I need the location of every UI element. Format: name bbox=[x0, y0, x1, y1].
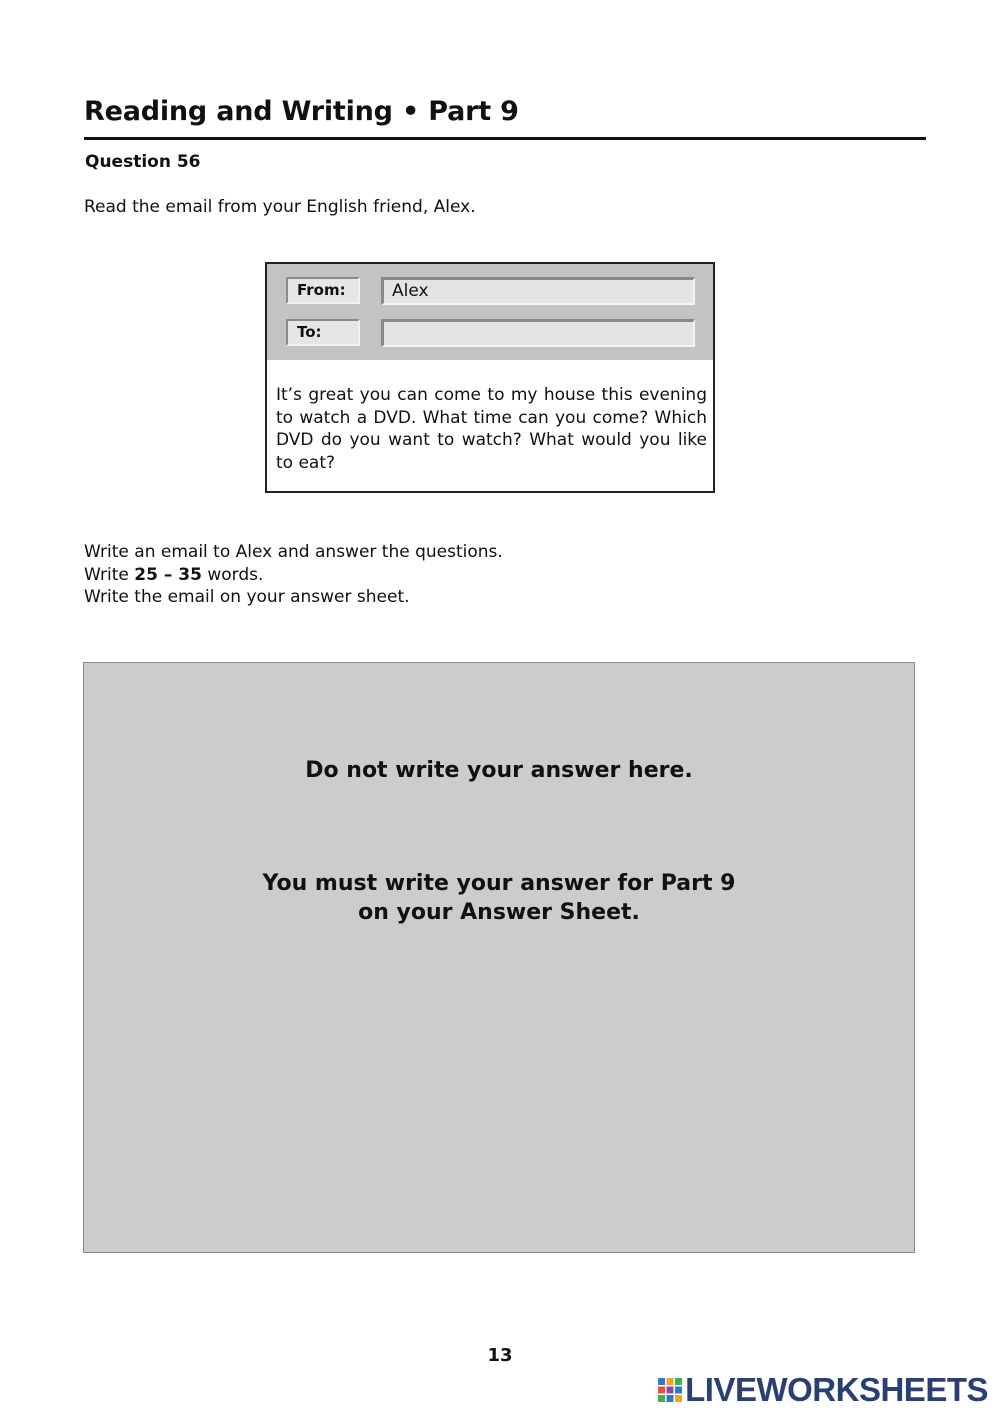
instruction-line-1: Write an email to Alex and answer the questions. bbox=[84, 542, 503, 562]
instruction-line-3: Write the email on your answer sheet. bbox=[84, 587, 410, 607]
liveworksheets-logo-icon bbox=[658, 1378, 682, 1402]
email-body: It’s great you can come to my house this evening to watch a DVD. What time can you come? Which DVD do you want to watch? What would you like to eat? bbox=[276, 385, 707, 473]
page-number: 13 bbox=[487, 1345, 513, 1366]
answer-sheet-notice-line-2: on your Answer Sheet. bbox=[358, 900, 640, 925]
instruction-line-2-prefix: Write bbox=[84, 564, 135, 585]
to-field bbox=[381, 319, 695, 347]
to-label: To: bbox=[286, 319, 360, 346]
email-card bbox=[265, 262, 715, 493]
question-number: Question 56 bbox=[85, 152, 201, 172]
instruction-line-2 bbox=[84, 564, 503, 587]
question-intro: Read the email from your English friend, Alex. bbox=[84, 197, 476, 217]
do-not-write-notice: Do not write your answer here. bbox=[305, 758, 693, 783]
from-label: From: bbox=[286, 277, 360, 304]
title-divider bbox=[84, 137, 926, 140]
brand-wordmark: LIVEWORKSHEETS bbox=[685, 1371, 988, 1408]
word-count: 25 – 35 bbox=[134, 564, 202, 585]
answer-sheet-notice-line-1: You must write your answer for Part 9 bbox=[262, 871, 736, 896]
email-header bbox=[267, 264, 713, 360]
instructions bbox=[84, 541, 503, 609]
page-title: Reading and Writing • Part 9 bbox=[84, 96, 519, 127]
answer-box bbox=[83, 662, 915, 1253]
instruction-line-2-suffix: words. bbox=[201, 564, 264, 585]
liveworksheets-brand[interactable] bbox=[658, 1372, 988, 1408]
from-field: Alex bbox=[381, 277, 695, 305]
